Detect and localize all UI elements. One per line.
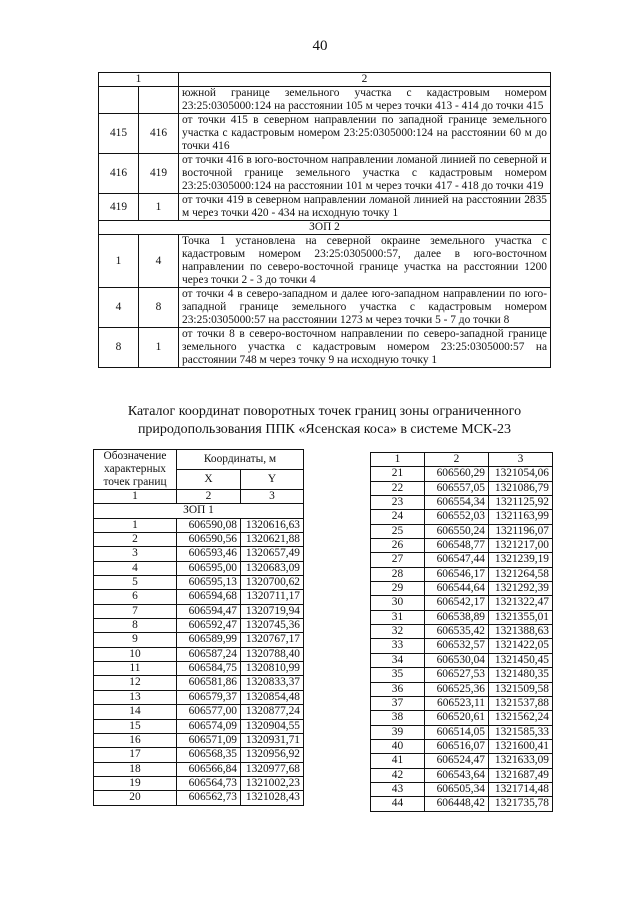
- segment-description: от точки 416 в юго-восточном направлении ломаной линией по северной и восточной границе земельного участка с кадастровым номером 23:25:0305000:124 на расстоянии 101 м через точки 417 - 418 до точки 419: [179, 154, 551, 194]
- point-number: 32: [371, 625, 425, 639]
- desc-row: [99, 114, 551, 154]
- coord-x: 606564,73: [177, 776, 241, 790]
- coord-y: 1320700,62: [241, 576, 304, 590]
- coord-x: 606571,09: [177, 733, 241, 747]
- point-number: 6: [94, 590, 177, 604]
- coord-y: 1320767,17: [241, 633, 304, 647]
- from-point: 4: [99, 288, 139, 328]
- table-row: [94, 762, 304, 776]
- num-cell: 3: [241, 490, 304, 504]
- coord-y: 1320657,49: [241, 547, 304, 561]
- to-point: 419: [139, 154, 179, 194]
- coord-y: 1321163,99: [489, 510, 553, 524]
- coord-x: 606532,57: [425, 639, 489, 653]
- coord-x: 606548,77: [425, 539, 489, 553]
- num-cell: 3: [489, 453, 553, 467]
- table-row: [371, 739, 553, 753]
- table-row: [94, 590, 304, 604]
- table-row: [94, 776, 304, 790]
- coord-y: 1321028,43: [241, 791, 304, 805]
- table-row: [371, 782, 553, 796]
- coord-x: 606590,08: [177, 518, 241, 532]
- point-number: 10: [94, 647, 177, 661]
- table-row: [371, 653, 553, 667]
- point-number: 30: [371, 596, 425, 610]
- boundary-description-table: [98, 72, 551, 368]
- point-number: 9: [94, 633, 177, 647]
- desc-row: [99, 235, 551, 288]
- coord-x: 606538,89: [425, 610, 489, 624]
- coord-y: 1321002,23: [241, 776, 304, 790]
- section-label-zop2: ЗОП 2: [99, 221, 551, 235]
- coord-y: 1320745,36: [241, 619, 304, 633]
- coord-y: 1321422,05: [489, 639, 553, 653]
- coord-y: 1321480,35: [489, 668, 553, 682]
- point-number: 43: [371, 782, 425, 796]
- desc-header-col1: 1: [99, 73, 179, 87]
- point-number: 15: [94, 719, 177, 733]
- coord-y: 1321217,00: [489, 539, 553, 553]
- point-number: 14: [94, 705, 177, 719]
- coord-y: 1321714,48: [489, 782, 553, 796]
- section-label-zop1: ЗОП 1: [94, 504, 304, 518]
- from-point: 419: [99, 194, 139, 221]
- point-number: 3: [94, 547, 177, 561]
- header-x: X: [177, 470, 241, 490]
- table-row: [371, 567, 553, 581]
- table-row: [371, 510, 553, 524]
- coord-y: 1320931,71: [241, 733, 304, 747]
- coord-y: 1320833,37: [241, 676, 304, 690]
- coord-y: 1321196,07: [489, 524, 553, 538]
- table-row: [94, 748, 304, 762]
- point-number: 28: [371, 567, 425, 581]
- to-point: [139, 87, 179, 114]
- point-number: 36: [371, 682, 425, 696]
- coord-y: 1321633,09: [489, 754, 553, 768]
- right-num-row: [371, 453, 553, 467]
- point-number: 40: [371, 739, 425, 753]
- table-row: [371, 539, 553, 553]
- coord-y: 1320904,55: [241, 719, 304, 733]
- header-point-designation: Обозначение характерных точек границ: [94, 450, 177, 490]
- point-number: 23: [371, 496, 425, 510]
- point-number: 39: [371, 725, 425, 739]
- left-section-row: [94, 504, 304, 518]
- table-row: [371, 754, 553, 768]
- table-row: [371, 768, 553, 782]
- table-row: [94, 719, 304, 733]
- coord-y: 1321450,45: [489, 653, 553, 667]
- caption-line-2: природопользования ППК «Ясенская коса» в системе МСК-23: [137, 422, 512, 437]
- table-row: [94, 604, 304, 618]
- point-number: 37: [371, 696, 425, 710]
- from-point: 1: [99, 235, 139, 288]
- coord-x: 606574,09: [177, 719, 241, 733]
- desc-row: [99, 328, 551, 368]
- coord-y: 1321239,19: [489, 553, 553, 567]
- coord-x: 606581,86: [177, 676, 241, 690]
- table-row: [371, 625, 553, 639]
- table-row: [94, 561, 304, 575]
- point-number: 7: [94, 604, 177, 618]
- from-point: 415: [99, 114, 139, 154]
- table-row: [94, 647, 304, 661]
- coord-y: 1320956,92: [241, 748, 304, 762]
- num-cell: 1: [94, 490, 177, 504]
- from-point: [99, 87, 139, 114]
- table-row: [371, 553, 553, 567]
- desc-header-row: [99, 73, 551, 87]
- coord-x: 606514,05: [425, 725, 489, 739]
- point-number: 5: [94, 576, 177, 590]
- catalog-caption: [98, 403, 551, 439]
- num-cell: 2: [177, 490, 241, 504]
- coord-y: 1321264,58: [489, 567, 553, 581]
- point-number: 42: [371, 768, 425, 782]
- coord-y: 1321735,78: [489, 797, 553, 811]
- point-number: 4: [94, 561, 177, 575]
- table-row: [94, 791, 304, 805]
- coord-y: 1320788,40: [241, 647, 304, 661]
- left-num-row: [94, 490, 304, 504]
- point-number: 12: [94, 676, 177, 690]
- point-number: 19: [94, 776, 177, 790]
- coord-y: 1320719,94: [241, 604, 304, 618]
- to-point: 8: [139, 288, 179, 328]
- coord-x: 606527,53: [425, 668, 489, 682]
- left-header-row-1: [94, 450, 304, 470]
- table-row: [94, 733, 304, 747]
- coord-x: 606577,00: [177, 705, 241, 719]
- coord-x: 606546,17: [425, 567, 489, 581]
- table-row: [94, 690, 304, 704]
- coord-y: 1321355,01: [489, 610, 553, 624]
- point-number: 1: [94, 518, 177, 532]
- table-row: [94, 705, 304, 719]
- to-point: 4: [139, 235, 179, 288]
- coord-x: 606516,07: [425, 739, 489, 753]
- coord-x: 606543,64: [425, 768, 489, 782]
- coord-y: 1320683,09: [241, 561, 304, 575]
- point-number: 24: [371, 510, 425, 524]
- coord-y: 1320621,88: [241, 533, 304, 547]
- table-row: [94, 619, 304, 633]
- desc-row: [99, 154, 551, 194]
- desc-row: [99, 87, 551, 114]
- coord-y: 1321585,33: [489, 725, 553, 739]
- point-number: 31: [371, 610, 425, 624]
- table-row: [371, 797, 553, 811]
- table-row: [371, 639, 553, 653]
- num-cell: 2: [425, 453, 489, 467]
- coord-x: 606593,46: [177, 547, 241, 561]
- coord-y: 1321687,49: [489, 768, 553, 782]
- from-point: 8: [99, 328, 139, 368]
- table-row: [94, 662, 304, 676]
- coordinates-table-right: [370, 452, 553, 812]
- coord-x: 606595,13: [177, 576, 241, 590]
- caption-line-1: Каталог координат поворотных точек границ зоны ограниченного: [127, 404, 522, 419]
- segment-description: от точки 415 в северном направлении по западной границе земельного участка с кадастровым номером 23:25:0305000:124 на расстоянии 60 м до точки 416: [179, 114, 551, 154]
- coord-y: 1321322,47: [489, 596, 553, 610]
- coord-y: 1320854,48: [241, 690, 304, 704]
- point-number: 11: [94, 662, 177, 676]
- table-row: [94, 547, 304, 561]
- coord-y: 1321086,79: [489, 481, 553, 495]
- coord-x: 606523,11: [425, 696, 489, 710]
- coord-y: 1321562,24: [489, 711, 553, 725]
- coordinates-table-left: [93, 449, 304, 806]
- coord-x: 606524,47: [425, 754, 489, 768]
- coord-x: 606590,56: [177, 533, 241, 547]
- table-row: [371, 467, 553, 481]
- point-number: 16: [94, 733, 177, 747]
- header-coordinates: Координаты, м: [177, 450, 304, 470]
- coord-y: 1321125,92: [489, 496, 553, 510]
- coord-x: 606542,17: [425, 596, 489, 610]
- segment-description: Точка 1 установлена на северной окраине земельного участка с кадастровым номером 23:25:0305000:57, далее в юго-восточном направлении по северо-восточной границе участка на расстоянии 1200 через точки 2 - 3 до точки 4: [179, 235, 551, 288]
- table-row: [371, 668, 553, 682]
- segment-description: от точки 419 в северном направлении ломаной линией на расстоянии 2835 м через точки 420 - 434 на исходную точку 1: [179, 194, 551, 221]
- point-number: 2: [94, 533, 177, 547]
- table-row: [371, 582, 553, 596]
- coord-x: 606547,44: [425, 553, 489, 567]
- table-row: [94, 633, 304, 647]
- coord-y: 1320977,68: [241, 762, 304, 776]
- table-row: [371, 682, 553, 696]
- coord-x: 606566,84: [177, 762, 241, 776]
- coord-y: 1321537,88: [489, 696, 553, 710]
- table-row: [94, 576, 304, 590]
- coord-x: 606595,00: [177, 561, 241, 575]
- coord-y: 1321292,39: [489, 582, 553, 596]
- desc-header-col2: 2: [179, 73, 551, 87]
- coord-y: 1321388,63: [489, 625, 553, 639]
- table-row: [94, 676, 304, 690]
- coord-y: 1320616,63: [241, 518, 304, 532]
- point-number: 33: [371, 639, 425, 653]
- point-number: 18: [94, 762, 177, 776]
- point-number: 34: [371, 653, 425, 667]
- segment-description: от точки 4 в северо-западном и далее юго-западном направлении по юго-западной границе земельного участка с кадастровым номером 23:25:0305000:57 на расстоянии 1273 м через точки 5 - 7 до точки 8: [179, 288, 551, 328]
- coord-x: 606448,42: [425, 797, 489, 811]
- desc-row: [99, 194, 551, 221]
- coord-y: 1321600,41: [489, 739, 553, 753]
- point-number: 26: [371, 539, 425, 553]
- header-y: Y: [241, 470, 304, 490]
- coord-x: 606587,24: [177, 647, 241, 661]
- point-number: 8: [94, 619, 177, 633]
- table-row: [371, 610, 553, 624]
- coord-x: 606505,34: [425, 782, 489, 796]
- coord-y: 1321054,06: [489, 467, 553, 481]
- coord-x: 606557,05: [425, 481, 489, 495]
- point-number: 21: [371, 467, 425, 481]
- to-point: 416: [139, 114, 179, 154]
- coord-x: 606594,68: [177, 590, 241, 604]
- coord-x: 606520,61: [425, 711, 489, 725]
- coord-x: 606544,64: [425, 582, 489, 596]
- table-row: [371, 711, 553, 725]
- coord-x: 606552,03: [425, 510, 489, 524]
- to-point: 1: [139, 194, 179, 221]
- coord-x: 606584,75: [177, 662, 241, 676]
- table-row: [94, 533, 304, 547]
- point-number: 44: [371, 797, 425, 811]
- coord-y: 1321509,58: [489, 682, 553, 696]
- point-number: 29: [371, 582, 425, 596]
- coord-x: 606554,34: [425, 496, 489, 510]
- point-number: 13: [94, 690, 177, 704]
- point-number: 22: [371, 481, 425, 495]
- coord-x: 606594,47: [177, 604, 241, 618]
- page-number: 40: [312, 38, 328, 54]
- coord-x: 606592,47: [177, 619, 241, 633]
- coord-y: 1320810,99: [241, 662, 304, 676]
- to-point: 1: [139, 328, 179, 368]
- point-number: 27: [371, 553, 425, 567]
- coord-x: 606589,99: [177, 633, 241, 647]
- desc-row: [99, 288, 551, 328]
- coord-x: 606560,29: [425, 467, 489, 481]
- coord-x: 606535,42: [425, 625, 489, 639]
- num-cell: 1: [371, 453, 425, 467]
- point-number: 41: [371, 754, 425, 768]
- coord-x: 606530,04: [425, 653, 489, 667]
- table-row: [371, 524, 553, 538]
- coord-x: 606562,73: [177, 791, 241, 805]
- point-number: 38: [371, 711, 425, 725]
- segment-description: южной границе земельного участка с кадастровым номером 23:25:0305000:124 на расстоянии 105 м через точки 413 - 414 до точки 415: [179, 87, 551, 114]
- coord-x: 606568,35: [177, 748, 241, 762]
- point-number: 17: [94, 748, 177, 762]
- table-row: [371, 596, 553, 610]
- coord-y: 1320711,17: [241, 590, 304, 604]
- coord-x: 606550,24: [425, 524, 489, 538]
- table-row: [371, 725, 553, 739]
- desc-section-row: [99, 221, 551, 235]
- from-point: 416: [99, 154, 139, 194]
- table-row: [94, 518, 304, 532]
- point-number: 35: [371, 668, 425, 682]
- segment-description: от точки 8 в северо-восточном направлении по северо-западной границе земельного участка с кадастровым номером 23:25:0305000:57 на расстоянии 748 м через точку 9 на исходную точку 1: [179, 328, 551, 368]
- coord-x: 606525,36: [425, 682, 489, 696]
- coord-x: 606579,37: [177, 690, 241, 704]
- point-number: 25: [371, 524, 425, 538]
- point-number: 20: [94, 791, 177, 805]
- table-row: [371, 696, 553, 710]
- table-row: [371, 496, 553, 510]
- table-row: [371, 481, 553, 495]
- coord-y: 1320877,24: [241, 705, 304, 719]
